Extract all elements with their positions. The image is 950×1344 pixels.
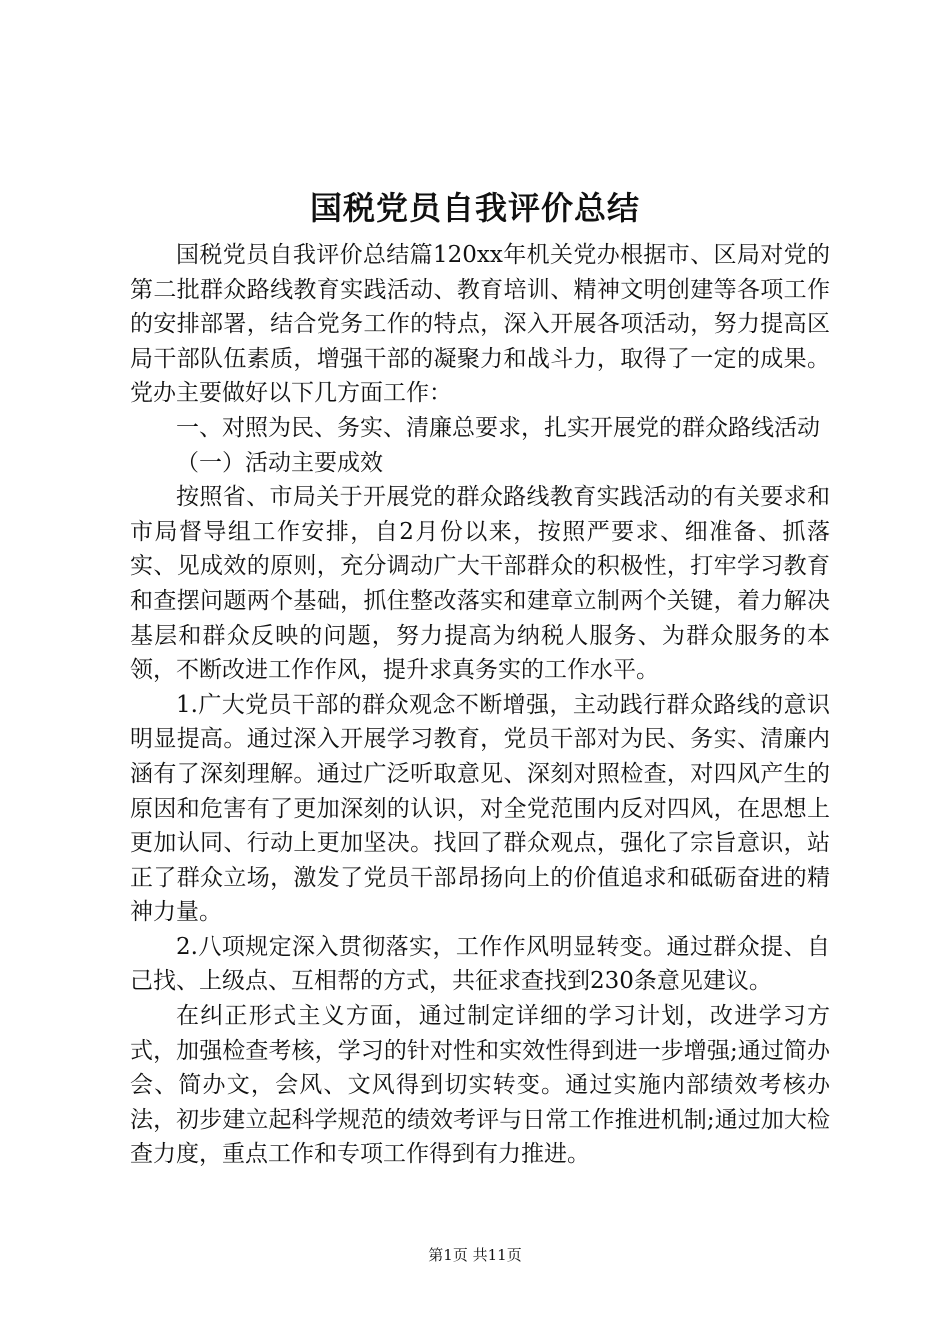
section-heading-1: 一、对照为民、务实、清廉总要求，扎实开展党的群众路线活动	[176, 414, 820, 441]
document-body	[130, 238, 830, 1172]
paragraph-point-1: 1.广大党员干部的群众观念不断增强，主动践行群众路线的意识明显提高。通过深入开展学习教育，党员干部对为民、务实、清廉内涵有了深刻理解。通过广泛听取意见、深刻对照检查，对四风产生的原因和危害有了更加深刻的认识，对全党范围内反对四风，在思想上更加认同、行动上更加坚决。找回了群众观点，强化了宗旨意识，站正了群众立场，激发了党员干部昂扬向上的价值追求和砥砺奋进的精神力量。	[130, 691, 830, 926]
subsection-heading-1: （一）活动主要成效	[176, 449, 383, 476]
paragraph-formalism: 在纠正形式主义方面，通过制定详细的学习计划，改进学习方式，加强检查考核，学习的针对性和实效性得到进一步增强;通过简办会、简办文，会风、文风得到切实转变。通过实施内部绩效考核办法，初步建立起科学规范的绩效考评与日常工作推进机制;通过加大检查力度，重点工作和专项工作得到有力推进。	[130, 1003, 830, 1168]
paragraph-effects: 按照省、市局关于开展党的群众路线教育实践活动的有关要求和市局督导组工作安排，自2月份以来，按照严要求、细准备、抓落实、见成效的原则，充分调动广大干部群众的积极性，打牢学习教育和查摆问题两个基础，抓住整改落实和建章立制两个关键，着力解决基层和群众反映的问题，努力提高为纳税人服务、为群众服务的本领，不断改进工作作风，提升求真务实的工作水平。	[130, 484, 830, 684]
paragraph-point-2: 2.八项规定深入贯彻落实，工作作风明显转变。通过群众提、自己找、上级点、互相帮的方式，共征求查找到230条意见建议。	[130, 933, 830, 995]
paragraph-intro: 国税党员自我评价总结篇120xx年机关党办根据市、区局对党的第二批群众路线教育实践活动、教育培训、精神文明创建等各项工作的安排部署，结合党务工作的特点，深入开展各项活动，努力提高区局干部队伍素质，增强干部的凝聚力和战斗力，取得了一定的成果。党办主要做好以下几方面工作：	[130, 242, 830, 407]
page-footer: 第1页 共11页	[428, 1246, 522, 1264]
document-title: 国税党员自我评价总结	[309, 189, 640, 227]
